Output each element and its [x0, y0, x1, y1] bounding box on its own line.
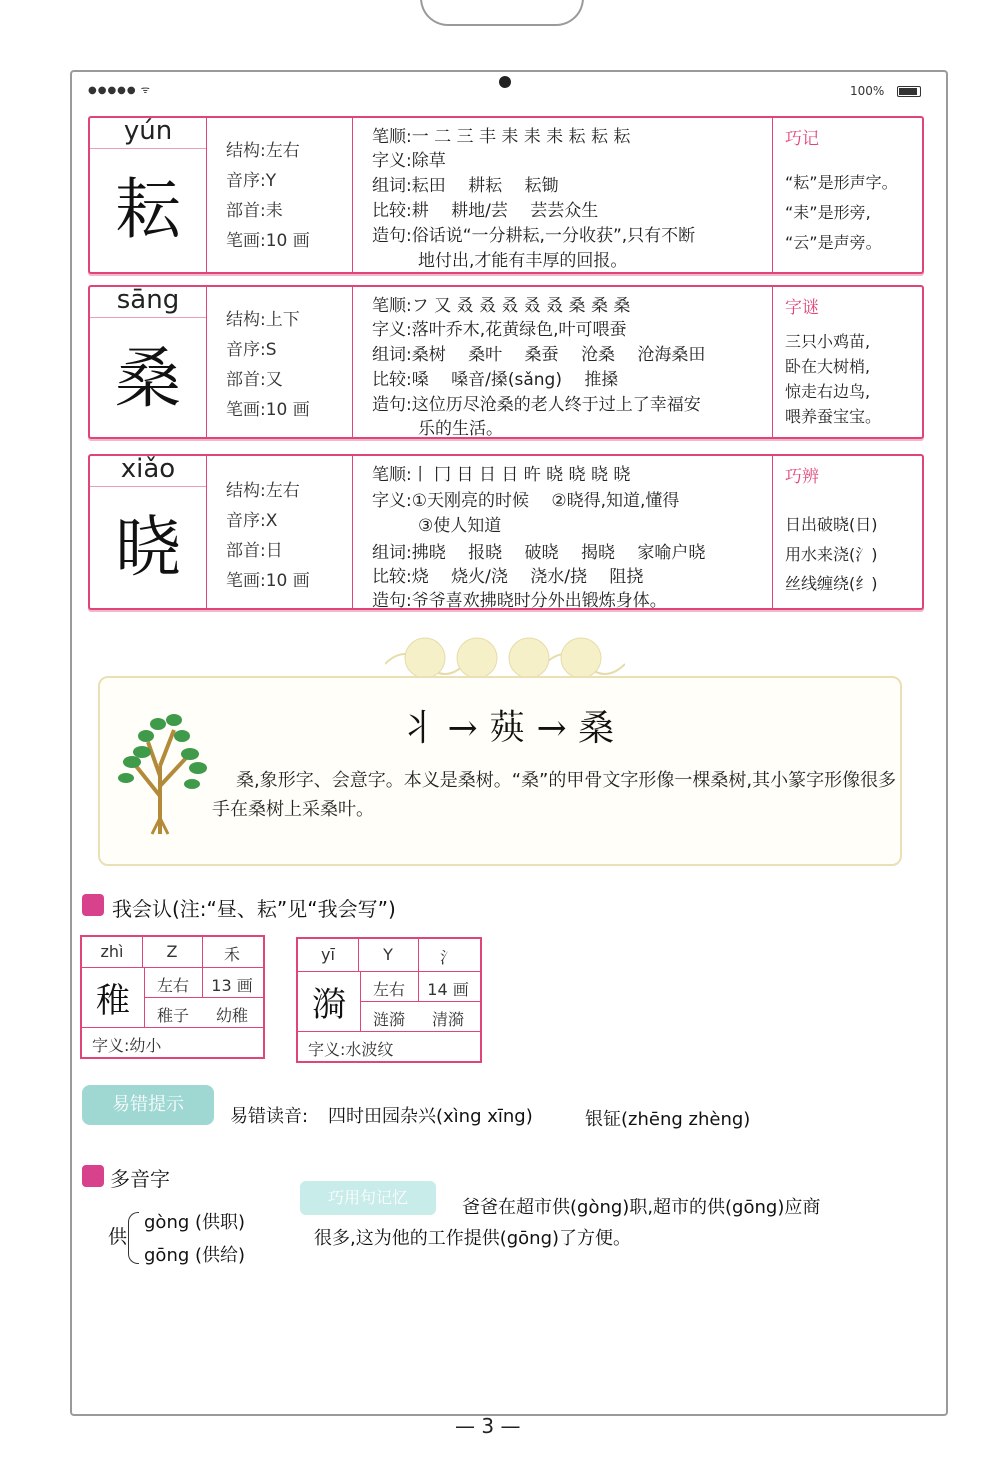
tip-title: 巧辨	[785, 467, 819, 487]
rec-character: 稚	[96, 981, 130, 1021]
rec-word: 涟漪	[372, 1010, 405, 1029]
radical: 部首:日	[226, 541, 283, 561]
signal-icon: ●●●●● ᯤ	[88, 85, 151, 96]
recognize-title: 我会认(注:“昼、耘”见“我会写”)	[112, 897, 396, 921]
stroke-order: 笔顺:一 二 三 丰 耒 耒 耒 耘 耘 耘	[372, 127, 631, 147]
char-details	[352, 456, 772, 611]
char-info	[206, 287, 353, 437]
rec-radical: 禾	[223, 945, 240, 964]
hint-item: 银钲(zhēng zhèng)	[585, 1109, 751, 1130]
tip-line: 卧在大树梢,	[785, 357, 871, 376]
polyphone-sentence: 爸爸在超市供(gòng)职,超市的供(gōng)应商	[462, 1197, 821, 1218]
polyphone-title: 多音字	[110, 1167, 170, 1191]
meaning: 字义:落叶乔木,花黄绿色,叶可喂蚕	[372, 320, 627, 340]
tip-line: 喂养蚕宝宝。	[785, 407, 882, 426]
structure: 结构:上下	[226, 310, 300, 330]
char-card-sang	[88, 285, 924, 439]
big-character: 桑	[115, 340, 181, 417]
rec-word: 清漪	[431, 1010, 464, 1029]
battery-icon	[897, 86, 921, 97]
rec-meaning: 字义:水波纹	[308, 1040, 394, 1059]
structure: 结构:左右	[226, 141, 300, 161]
rec-strokes: 13 画	[211, 976, 253, 995]
tip-line: “耒”是形旁,	[785, 203, 871, 222]
stroke-count: 笔画:10 画	[226, 400, 310, 420]
pinyin: sāng	[90, 285, 206, 318]
tree-icon	[112, 706, 208, 836]
char-cell	[90, 118, 207, 272]
char-info	[206, 456, 353, 608]
tip-title: 巧记	[785, 129, 819, 149]
rec-order: Y	[383, 945, 393, 964]
tip-line: 用水来浇(氵)	[785, 545, 878, 564]
battery-percent: 100%	[850, 84, 885, 98]
recognize-card-zhi	[80, 935, 265, 1059]
tip-box	[772, 456, 923, 608]
radical: 部首:又	[226, 370, 283, 390]
pinyin: yún	[90, 116, 206, 149]
rec-meaning: 字义:幼小	[92, 1036, 162, 1055]
tip-line: 日出破晓(日)	[785, 515, 878, 534]
rec-radical: 氵	[439, 948, 456, 967]
meaning: 字义:①天刚亮的时候 ②晓得,知道,懂得	[372, 491, 680, 511]
tip-box	[772, 287, 923, 437]
ornament-icon	[385, 634, 625, 682]
stroke-order: 笔顺:フ 又 叒 叒 叒 叒 叒 桑 桑 桑	[372, 296, 631, 316]
char-details	[352, 287, 772, 437]
hint-badge: 易错提示	[82, 1085, 214, 1125]
sentence-cont: 地付出,才能有丰厚的回报。	[418, 251, 628, 271]
tip-line: “耘”是形声字。	[785, 173, 898, 192]
tip-line: 丝线缠绕(纟)	[785, 574, 878, 593]
tip-title: 字谜	[785, 298, 819, 318]
tablet-notch	[420, 0, 584, 26]
rec-structure: 左右	[372, 980, 405, 999]
meaning: 字义:除草	[372, 151, 446, 171]
sound-order: 音序:S	[226, 340, 277, 360]
big-character: 晓	[115, 509, 181, 586]
section-icon	[82, 894, 104, 916]
word-list: 组词:耘田 耕耘 耘锄	[372, 176, 559, 196]
memory-badge: 巧用句记忆	[300, 1181, 436, 1215]
rec-word: 稚子	[156, 1006, 189, 1025]
tip-line: “云”是声旁。	[785, 233, 882, 252]
sound-order: 音序:Y	[226, 171, 277, 191]
story-text: 桑,象形字、会意字。本义是桑树。“桑”的甲骨文字形像一棵桑树,其小篆字形像很多手在桑树上采桑叶。	[212, 770, 897, 820]
polyphone-sentence-cont: 很多,这为他的工作提供(gōng)了方便。	[314, 1228, 632, 1249]
char-cell	[90, 287, 207, 437]
sentence: 造句:爷爷喜欢拂晓时分外出锻炼身体。	[372, 591, 667, 611]
structure: 结构:左右	[226, 481, 300, 501]
recognize-card-yi	[296, 937, 482, 1063]
sound-order: 音序:X	[226, 511, 278, 531]
sentence-cont: 乐的生活。	[418, 419, 503, 439]
char-card-yun	[88, 116, 924, 274]
compare: 比较:烧 烧火/浇 浇水/挠 阻挠	[372, 567, 644, 587]
char-cell	[90, 456, 207, 608]
tip-box	[772, 118, 923, 272]
sentence: 造句:这位历尽沧桑的老人终于过上了幸福安	[372, 395, 701, 415]
camera-dot	[499, 76, 511, 88]
word-list: 组词:桑树 桑叶 桑蚕 沧桑 沧海桑田	[372, 345, 706, 365]
rec-strokes: 14 画	[427, 980, 469, 999]
rec-pinyin: yī	[321, 945, 335, 964]
stroke-order: 笔顺:丨 冂 日 日 日 旿 晓 晓 晓 晓	[372, 465, 631, 485]
rec-order: Z	[166, 942, 178, 961]
compare: 比较:耕 耕地/芸 芸芸众生	[372, 201, 599, 221]
hint-label: 易错读音:	[230, 1106, 309, 1127]
glyph-evolution: ⺦ → 𦴊 → 桑	[400, 708, 615, 749]
compare: 比较:嗓 嗓音/搡(sǎng) 推搡	[372, 370, 619, 390]
tip-line: 三只小鸡苗,	[785, 332, 871, 351]
hint-item: 四时田园杂兴(xìng xīng)	[328, 1106, 533, 1127]
meaning-cont: ③使人知道	[418, 516, 502, 536]
word-list: 组词:拂晓 报晓 破晓 揭晓 家喻户晓	[372, 543, 706, 563]
big-character: 耘	[115, 171, 181, 248]
polyphone-reading: gōng (供给)	[144, 1245, 246, 1266]
tip-line: 惊走右边鸟,	[785, 382, 871, 401]
rec-character: 漪	[312, 985, 346, 1025]
radical: 部首:耒	[226, 201, 283, 221]
rec-pinyin: zhì	[100, 942, 124, 961]
rec-word: 幼稚	[215, 1006, 248, 1025]
page-number: — 3 —	[455, 1414, 521, 1438]
sentence: 造句:俗话说“一分耕耘,一分收获”,只有不断	[372, 226, 696, 246]
pinyin: xiǎo	[90, 454, 206, 487]
char-card-xiao	[88, 454, 924, 610]
polyphone-reading: gòng (供职)	[144, 1212, 246, 1233]
section-icon	[82, 1165, 104, 1187]
brace	[128, 1212, 139, 1264]
char-info	[206, 118, 353, 272]
stroke-count: 笔画:10 画	[226, 571, 310, 591]
stroke-count: 笔画:10 画	[226, 231, 310, 251]
rec-structure: 左右	[156, 976, 189, 995]
char-details	[352, 118, 772, 272]
polyphone-char: 供	[108, 1226, 128, 1248]
